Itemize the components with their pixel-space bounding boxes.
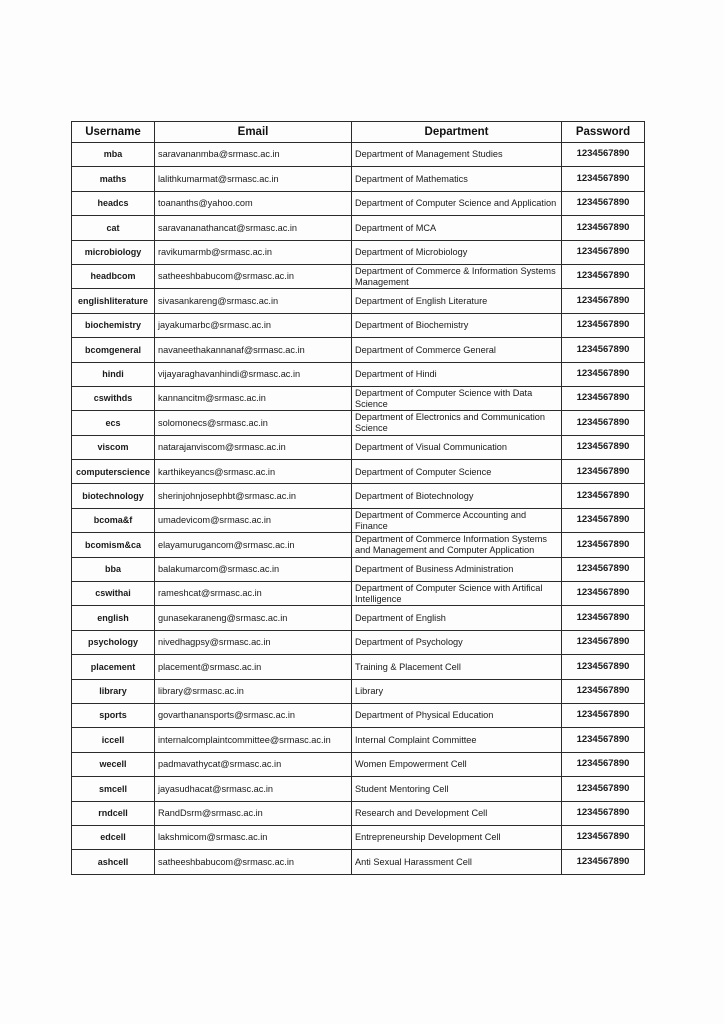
cell-department: Department of Biochemistry (352, 313, 562, 337)
table-row (72, 484, 645, 508)
cell-password: 1234567890 (562, 850, 645, 874)
cell-department: Department of Visual Communication (352, 435, 562, 459)
table-row (72, 191, 645, 215)
table-row (72, 289, 645, 313)
table-row (72, 850, 645, 874)
table-row (72, 606, 645, 630)
cell-username: mba (72, 143, 155, 167)
header-department: Department (352, 122, 562, 143)
cell-username: headcs (72, 191, 155, 215)
cell-password: 1234567890 (562, 411, 645, 435)
cell-email: natarajanviscom@srmasc.ac.in (155, 435, 352, 459)
cell-password: 1234567890 (562, 777, 645, 801)
table-row (72, 630, 645, 654)
cell-email: solomonecs@srmasc.ac.in (155, 411, 352, 435)
cell-username: english (72, 606, 155, 630)
cell-password: 1234567890 (562, 167, 645, 191)
cell-department: Research and Development Cell (352, 801, 562, 825)
cell-email: balakumarcom@srmasc.ac.in (155, 557, 352, 581)
table-row (72, 508, 645, 532)
cell-password: 1234567890 (562, 264, 645, 288)
cell-username: psychology (72, 630, 155, 654)
cell-username: edcell (72, 825, 155, 849)
table-row (72, 825, 645, 849)
credentials-table (71, 121, 645, 875)
cell-department: Department of Microbiology (352, 240, 562, 264)
table-body (72, 143, 645, 875)
cell-department: Department of Hindi (352, 362, 562, 386)
cell-email: kannancitm@srmasc.ac.in (155, 386, 352, 410)
cell-username: viscom (72, 435, 155, 459)
table-row (72, 313, 645, 337)
cell-username: sports (72, 703, 155, 727)
cell-email: elayamurugancom@srmasc.ac.in (155, 533, 352, 557)
cell-password: 1234567890 (562, 191, 645, 215)
cell-email: gunasekaraneng@srmasc.ac.in (155, 606, 352, 630)
cell-username: biotechnology (72, 484, 155, 508)
header-password: Password (562, 122, 645, 143)
cell-email: satheeshbabucom@srmasc.ac.in (155, 850, 352, 874)
table-row (72, 338, 645, 362)
cell-username: wecell (72, 752, 155, 776)
cell-department: Department of English (352, 606, 562, 630)
cell-department: Department of Commerce Information Systems and Management and Computer Application (352, 533, 562, 557)
table-row (72, 411, 645, 435)
cell-department: Department of Mathematics (352, 167, 562, 191)
cell-email: library@srmasc.ac.in (155, 679, 352, 703)
cell-email: nivedhagpsy@srmasc.ac.in (155, 630, 352, 654)
table-row (72, 167, 645, 191)
cell-password: 1234567890 (562, 460, 645, 484)
cell-username: headbcom (72, 264, 155, 288)
cell-email: lakshmicom@srmasc.ac.in (155, 825, 352, 849)
cell-department: Library (352, 679, 562, 703)
cell-department: Department of Psychology (352, 630, 562, 654)
cell-email: umadevicom@srmasc.ac.in (155, 508, 352, 532)
cell-email: ravikumarmb@srmasc.ac.in (155, 240, 352, 264)
cell-username: smcell (72, 777, 155, 801)
cell-department: Department of Management Studies (352, 143, 562, 167)
cell-username: ecs (72, 411, 155, 435)
cell-password: 1234567890 (562, 801, 645, 825)
table-row (72, 240, 645, 264)
cell-password: 1234567890 (562, 825, 645, 849)
cell-password: 1234567890 (562, 216, 645, 240)
table-row (72, 703, 645, 727)
cell-department: Department of MCA (352, 216, 562, 240)
cell-username: cswithai (72, 582, 155, 606)
cell-department: Department of Commerce & Information Systems Management (352, 264, 562, 288)
cell-password: 1234567890 (562, 313, 645, 337)
cell-email: saravananathancat@srmasc.ac.in (155, 216, 352, 240)
table-header-row (72, 122, 645, 143)
cell-email: padmavathycat@srmasc.ac.in (155, 752, 352, 776)
cell-department: Department of Biotechnology (352, 484, 562, 508)
cell-department: Department of English Literature (352, 289, 562, 313)
cell-department: Department of Computer Science and Application (352, 191, 562, 215)
table-row (72, 728, 645, 752)
cell-password: 1234567890 (562, 557, 645, 581)
cell-email: placement@srmasc.ac.in (155, 655, 352, 679)
cell-department: Women Empowerment Cell (352, 752, 562, 776)
cell-username: bba (72, 557, 155, 581)
table-row (72, 143, 645, 167)
cell-password: 1234567890 (562, 630, 645, 654)
cell-password: 1234567890 (562, 728, 645, 752)
table-row (72, 655, 645, 679)
cell-email: navaneethakannanaf@srmasc.ac.in (155, 338, 352, 362)
cell-username: placement (72, 655, 155, 679)
table-row (72, 801, 645, 825)
cell-password: 1234567890 (562, 508, 645, 532)
cell-username: bcomism&ca (72, 533, 155, 557)
cell-username: computerscience (72, 460, 155, 484)
cell-password: 1234567890 (562, 338, 645, 362)
cell-department: Department of Computer Science (352, 460, 562, 484)
cell-department: Department of Electronics and Communication Science (352, 411, 562, 435)
table-row (72, 533, 645, 557)
cell-password: 1234567890 (562, 143, 645, 167)
table-row (72, 264, 645, 288)
cell-email: sivasankareng@srmasc.ac.in (155, 289, 352, 313)
cell-department: Department of Business Administration (352, 557, 562, 581)
cell-department: Training & Placement Cell (352, 655, 562, 679)
header-email: Email (155, 122, 352, 143)
cell-password: 1234567890 (562, 582, 645, 606)
cell-department: Department of Computer Science with Artifical Intelligence (352, 582, 562, 606)
cell-password: 1234567890 (562, 752, 645, 776)
cell-email: lalithkumarmat@srmasc.ac.in (155, 167, 352, 191)
cell-username: ashcell (72, 850, 155, 874)
cell-username: bcomgeneral (72, 338, 155, 362)
table-row (72, 582, 645, 606)
cell-email: jayasudhacat@srmasc.ac.in (155, 777, 352, 801)
cell-password: 1234567890 (562, 386, 645, 410)
cell-email: saravananmba@srmasc.ac.in (155, 143, 352, 167)
cell-username: bcoma&f (72, 508, 155, 532)
cell-username: cswithds (72, 386, 155, 410)
cell-email: RandDsrm@srmasc.ac.in (155, 801, 352, 825)
cell-department: Anti Sexual Harassment Cell (352, 850, 562, 874)
cell-username: englishliterature (72, 289, 155, 313)
cell-email: internalcomplaintcommittee@srmasc.ac.in (155, 728, 352, 752)
cell-username: iccell (72, 728, 155, 752)
table-row (72, 679, 645, 703)
table-row (72, 362, 645, 386)
cell-username: rndcell (72, 801, 155, 825)
cell-department: Student Mentoring Cell (352, 777, 562, 801)
cell-password: 1234567890 (562, 606, 645, 630)
cell-password: 1234567890 (562, 484, 645, 508)
cell-department: Department of Physical Education (352, 703, 562, 727)
table-row (72, 752, 645, 776)
cell-email: govarthanansports@srmasc.ac.in (155, 703, 352, 727)
cell-email: vijayaraghavanhindi@srmasc.ac.in (155, 362, 352, 386)
cell-password: 1234567890 (562, 655, 645, 679)
cell-department: Entrepreneurship Development Cell (352, 825, 562, 849)
cell-email: toananths@yahoo.com (155, 191, 352, 215)
table-row (72, 460, 645, 484)
cell-username: microbiology (72, 240, 155, 264)
cell-username: hindi (72, 362, 155, 386)
cell-email: sherinjohnjosephbt@srmasc.ac.in (155, 484, 352, 508)
cell-password: 1234567890 (562, 240, 645, 264)
cell-password: 1234567890 (562, 533, 645, 557)
table-row (72, 386, 645, 410)
cell-department: Department of Commerce Accounting and Finance (352, 508, 562, 532)
cell-department: Department of Computer Science with Data Science (352, 386, 562, 410)
cell-username: library (72, 679, 155, 703)
table-row (72, 557, 645, 581)
cell-password: 1234567890 (562, 703, 645, 727)
cell-email: satheeshbabucom@srmasc.ac.in (155, 264, 352, 288)
cell-department: Department of Commerce General (352, 338, 562, 362)
table-row (72, 435, 645, 459)
cell-password: 1234567890 (562, 435, 645, 459)
cell-password: 1234567890 (562, 289, 645, 313)
cell-email: rameshcat@srmasc.ac.in (155, 582, 352, 606)
cell-username: biochemistry (72, 313, 155, 337)
cell-username: maths (72, 167, 155, 191)
cell-username: cat (72, 216, 155, 240)
cell-email: jayakumarbc@srmasc.ac.in (155, 313, 352, 337)
cell-email: karthikeyancs@srmasc.ac.in (155, 460, 352, 484)
header-username: Username (72, 122, 155, 143)
cell-password: 1234567890 (562, 362, 645, 386)
table-row (72, 216, 645, 240)
cell-password: 1234567890 (562, 679, 645, 703)
cell-department: Internal Complaint Committee (352, 728, 562, 752)
table-row (72, 777, 645, 801)
